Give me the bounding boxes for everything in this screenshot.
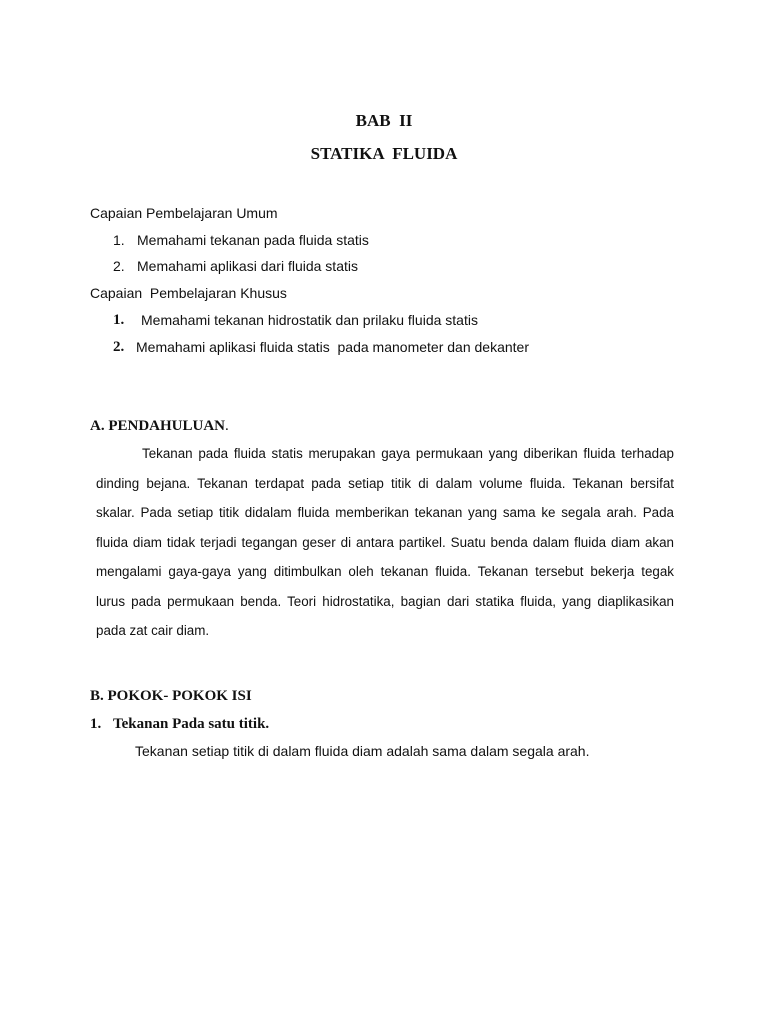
section-a-heading [90, 418, 229, 435]
section-a-title-period: . [225, 418, 229, 434]
subsection-1-text: Tekanan setiap titik di dalam fluida diam adalah sama dalam segala arah. [135, 743, 590, 759]
cpl-umum-title: Capaian Pembelajaran Umum [90, 205, 278, 221]
section-b-title: B. POKOK- POKOK ISI [90, 688, 252, 704]
cpl-khusus-item-1-number: 1. [113, 312, 125, 328]
cpl-umum-item-1-number: 1. [113, 232, 125, 248]
subsection-1-title: Tekanan Pada satu titik. [113, 716, 270, 732]
cpl-khusus-title: Capaian Pembelajaran Khusus [90, 285, 287, 301]
cpl-umum-item-2-number: 2. [113, 258, 125, 274]
section-a-title: A. PENDAHULUAN [90, 418, 225, 434]
cpl-khusus-item-1-text: Memahami tekanan hidrostatik dan prilaku fluida statis [141, 312, 478, 328]
chapter-number: BAB II [355, 111, 413, 130]
chapter-title: STATIKA FLUIDA [310, 144, 458, 163]
cpl-umum-item-2-text: Memahami aplikasi dari fluida statis [137, 258, 358, 274]
cpl-umum-item-1-text: Memahami tekanan pada fluida statis [137, 232, 369, 248]
section-a-paragraph: Tekanan pada fluida statis merupakan gaya permukaan yang diberikan fluida terhadap dinding bejana. Tekanan terdapat pada setiap titik di dalam volume fluida. Tekanan bersifat skalar. Pada setiap titik didalam fluida memberikan tekanan yang sama ke segala arah. Pada fluida diam tidak terjadi tegangan geser di antara partikel. Suatu benda dalam fluida diam akan mengalami gaya-gaya yang ditimbulkan oleh tekanan fluida. Tekanan tersebut bekerja tegak lurus pada permukaan benda. Teori hidrostatika, bagian dari statika fluida, yang diaplikasikan pada zat cair diam. [96, 446, 674, 638]
cpl-khusus-item-2-number: 2. [113, 339, 125, 355]
cpl-khusus-item-2-text: Memahami aplikasi fluida statis pada manometer dan dekanter [136, 339, 529, 355]
subsection-1-number: 1. [90, 716, 102, 732]
